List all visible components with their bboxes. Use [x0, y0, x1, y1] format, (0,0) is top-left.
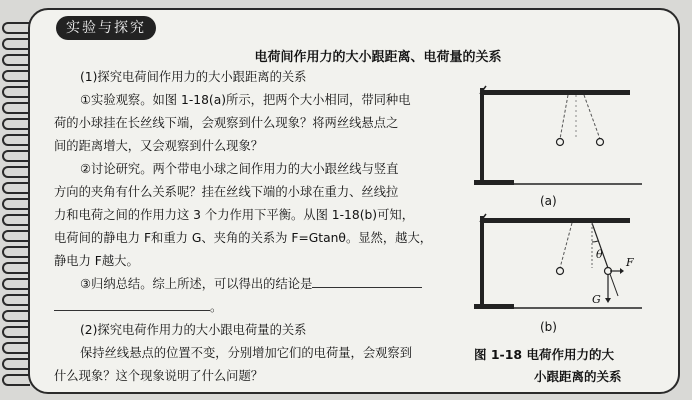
ball-right: [597, 139, 604, 146]
binder-ring: [2, 262, 30, 274]
binder-ring: [2, 118, 30, 130]
paragraph-line: 方向的夹角有什么关系呢？挂在丝线下端的小球在重力、丝线拉: [54, 185, 399, 199]
paragraph-line: 静电力 F越大。: [54, 254, 139, 268]
paragraph-line: 荷的小球挂在长丝线下端，会观察到什么现象？将两丝线悬点之: [54, 116, 399, 130]
binder-ring: [2, 182, 30, 194]
thread-right: [584, 95, 600, 139]
binder-ring: [2, 134, 30, 146]
binder-ring: [2, 294, 30, 306]
stand-pole: [480, 216, 484, 308]
binder-ring: [2, 102, 30, 114]
figure-label-b: (b): [540, 320, 557, 334]
subsection-heading-2: (2)探究电荷作用力的大小跟电荷量的关系: [80, 323, 307, 337]
answer-blank[interactable]: [54, 297, 210, 311]
binder-ring: [2, 310, 30, 322]
thread-left: [560, 95, 568, 139]
figure-caption: [474, 344, 674, 388]
paragraph-line: 力和电荷之间的作用力这 3 个力作用下平衡。从图 1-18(b)可知，: [54, 208, 414, 222]
label-G: G: [592, 293, 601, 306]
binder-ring: [2, 214, 30, 226]
label-theta: θ: [596, 248, 603, 261]
figure-1-18: [474, 76, 674, 326]
thread-right: [592, 223, 608, 268]
paragraph-line: 什么现象？这个现象说明了什么问题？: [54, 369, 264, 383]
binder-ring: [2, 342, 30, 354]
ball-left: [557, 139, 564, 146]
resultant-line: [610, 274, 618, 296]
figure-caption-line1: 图 1-18 电荷作用力的大: [474, 347, 614, 362]
binder-ring: [2, 374, 30, 386]
thread-left: [560, 223, 572, 268]
conclusion-prompt: ③归纳总结。综上所述，可以得出的结论是: [80, 277, 313, 291]
subsection-heading-1: (1)探究电荷间作用力的大小跟距离的关系: [80, 70, 307, 84]
figure-caption-line2: 小跟距离的关系: [534, 369, 622, 384]
figure-label-a: (a): [540, 194, 557, 208]
force-G-arrowhead: [605, 298, 611, 303]
article-title: 电荷间作用力的大小跟距离、电荷量的关系: [254, 50, 502, 65]
ball-left: [557, 268, 564, 275]
paragraph-line: 保持丝线悬点的位置不变，分别增加它们的电荷量，会观察到: [80, 346, 413, 360]
angle-arc: [592, 241, 598, 242]
binder-ring: [2, 150, 30, 162]
binder-ring: [2, 246, 30, 258]
answer-blank[interactable]: [312, 274, 422, 288]
binder-ring: [2, 358, 30, 370]
binder-ring: [2, 326, 30, 338]
binder-ring: [2, 166, 30, 178]
paragraph-line: ②讨论研究。两个带电小球之间作用力的大小跟丝线与竖直: [80, 162, 399, 176]
binder-ring: [2, 70, 30, 82]
binder-ring: [2, 38, 30, 50]
horizontal-bar: [480, 90, 630, 95]
binder-ring: [2, 54, 30, 66]
horizontal-bar: [480, 218, 630, 223]
paragraph-line: 电荷间的静电力 F和重力 G、夹角的关系为 F=Gtanθ。显然，越大，: [54, 231, 433, 245]
binder-rings: [2, 22, 32, 394]
force-F-arrowhead: [620, 268, 624, 274]
conclusion-line-2: [54, 296, 222, 319]
paragraph-line: 间的距离增大，又会观察到什么现象？: [54, 139, 264, 153]
binder-ring: [2, 198, 30, 210]
section-badge: 实验与探究: [56, 16, 156, 40]
label-F: F: [626, 256, 634, 269]
paragraph-line: ①实验观察。如图 1-18(a)所示，把两个大小相同，带同种电: [80, 93, 411, 107]
stand-pole: [480, 88, 484, 184]
apparatus-b: [474, 214, 642, 309]
binder-ring: [2, 22, 30, 34]
binder-ring: [2, 86, 30, 98]
apparatus-a: [474, 86, 642, 185]
conclusion-end: 。: [210, 300, 223, 314]
conclusion-line: [80, 273, 422, 296]
binder-ring: [2, 230, 30, 242]
binder-ring: [2, 278, 30, 290]
